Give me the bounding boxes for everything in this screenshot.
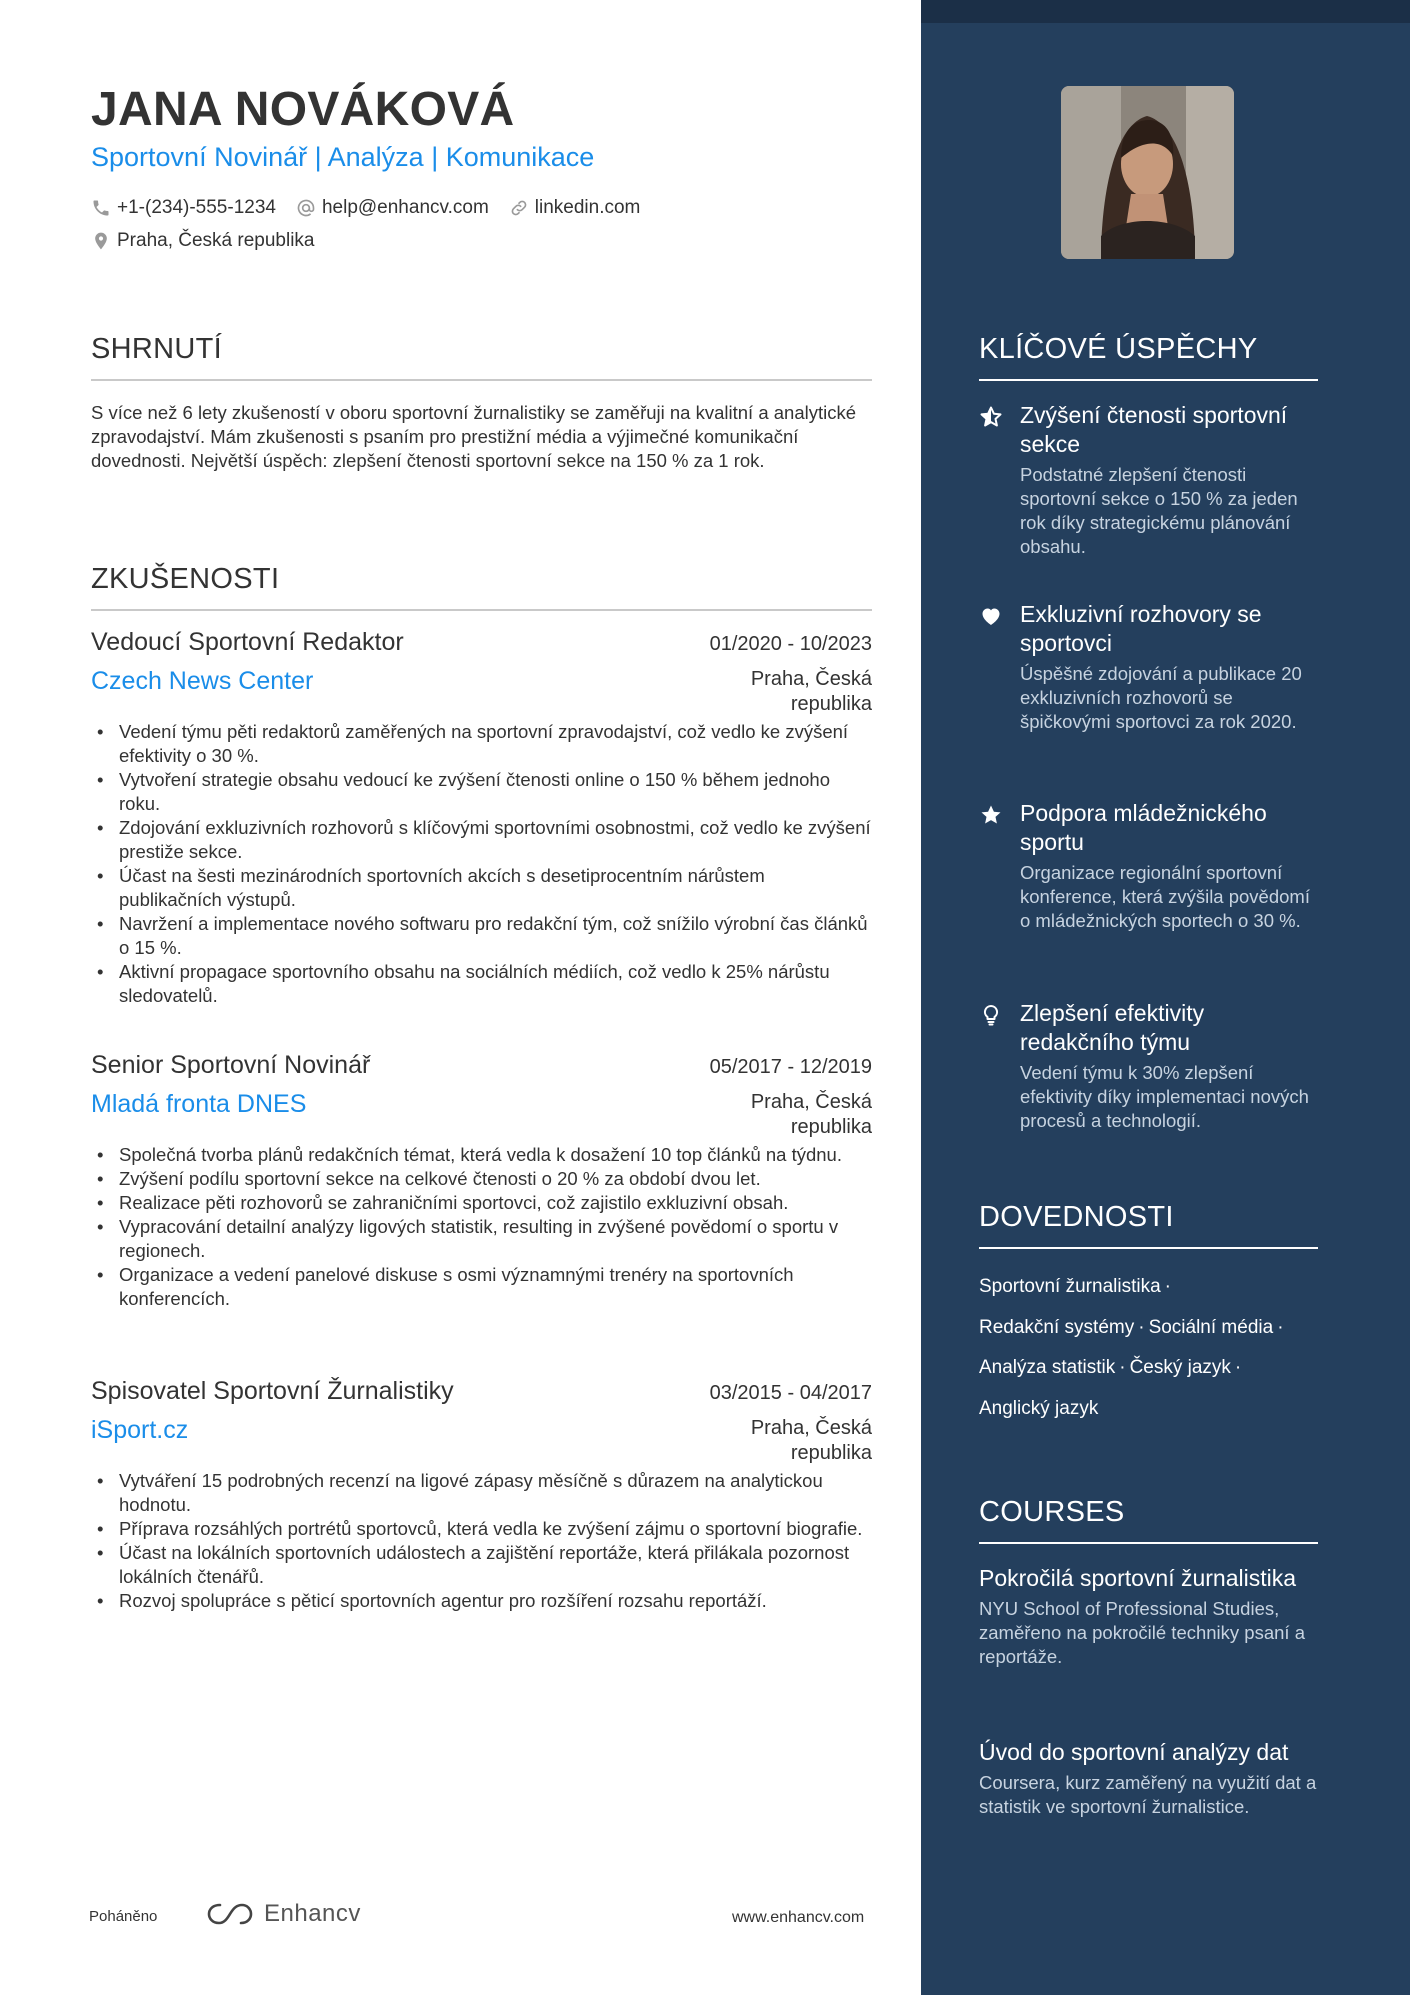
skill-tag: Sportovní žurnalistika [979, 1276, 1161, 1297]
course-item [979, 1738, 1319, 1819]
achievement-desc: Úspěšné zdojování a publikace 20 exkluzivních rozhovorů se špičkovými sportovci za rok 2020. [1020, 663, 1302, 732]
job-bullets [91, 720, 872, 1008]
skills-divider [979, 1247, 1318, 1249]
achievement-title: Podpora mládežnického sportu [1020, 800, 1267, 855]
sidebar [921, 0, 1410, 1995]
experience-title: ZKUŠENOSTI [91, 563, 280, 595]
job-bullet: • Realizace pěti rozhovorů se zahraničními sportovci, což zajistilo exkluzivní obsah. [91, 1191, 872, 1215]
star-icon [979, 803, 1003, 827]
job-title: Senior Sportovní Novinář [91, 1051, 371, 1079]
enhancv-logo[interactable] [206, 1900, 361, 1928]
experience-divider [91, 609, 872, 611]
job-dates: 05/2017 - 12/2019 [709, 1056, 872, 1078]
achievements-divider [979, 379, 1318, 381]
job-location: Praha, Česká republika [750, 1417, 872, 1464]
email-text: help@enhancv.com [321, 197, 489, 218]
course-title: Pokročilá sportovní žurnalistika [979, 1565, 1297, 1591]
achievement-desc: Podstatné zlepšení čtenosti sportovní sekce o 150 % za jeden rok díky strategickému plánování obsahu. [1020, 464, 1298, 557]
job-bullet: • Zdojování exkluzivních rozhovorů s klíčovými sportovními osobnostmi, což vedlo ke zvýšení prestiže sekce. [91, 816, 872, 864]
skill-tag: Český jazyk [1129, 1357, 1231, 1378]
contact-linkedin[interactable] [509, 197, 641, 219]
job-location: Praha, Česká republika [750, 668, 872, 715]
job-dates: 01/2020 - 10/2023 [709, 633, 872, 655]
job-title: Vedoucí Sportovní Redaktor [91, 628, 404, 656]
profile-photo-image [1061, 86, 1234, 259]
job-entry [91, 1377, 872, 1613]
job-entry [91, 1051, 872, 1311]
contact-email[interactable] [296, 197, 489, 219]
enhancv-logo-text: Enhancv [264, 1900, 361, 1927]
location-pin-icon [91, 231, 111, 251]
job-company[interactable]: iSport.cz [91, 1416, 189, 1444]
at-icon [296, 198, 316, 218]
achievement-desc: Organizace regionální sportovní konference, která zvýšila povědomí o mládežnických sportech o 30 %. [1020, 862, 1310, 931]
job-entry [91, 628, 872, 1008]
job-bullet: • Účast na lokálních sportovních událostech a zajištění reportáže, která přilákala pozornost lokálních čtenářů. [91, 1541, 872, 1589]
profile-photo [1061, 86, 1234, 259]
job-bullet: • Vytvoření strategie obsahu vedoucí ke zvýšení čtenosti online o 150 % během jednoho roku. [91, 768, 872, 816]
job-bullet: • Vypracování detailní analýzy ligových statistik, resulting in zvýšené povědomí o sportu v regionech. [91, 1215, 872, 1263]
job-bullet: • Příprava rozsáhlých portrétů sportovců, která vedla ke zvýšení zájmu o sportovní biografie. [91, 1517, 872, 1541]
skills-title: DOVEDNOSTI [979, 1201, 1174, 1233]
job-bullet: • Vedení týmu pěti redaktorů zaměřených na sportovní zpravodajství, což vedlo ke zvýšení efektivity o 30 %. [91, 720, 872, 768]
skill-tag: Analýza statistik [979, 1357, 1116, 1378]
phone-text: +1-(234)-555-1234 [117, 197, 276, 218]
job-bullet: • Organizace a vedení panelové diskuse s osmi významnými trenéry na sportovních konferencích. [91, 1263, 872, 1311]
skill-tag: Sociální média [1148, 1316, 1274, 1338]
course-desc: Coursera, kurz zaměřený na využití dat a statistik ve sportovní žurnalistice. [979, 1772, 1317, 1817]
skill-tag: Anglický jazyk [979, 1397, 1099, 1419]
summary-divider [91, 379, 872, 381]
achievement-item [979, 401, 1319, 559]
candidate-headline: Sportovní Novinář | Analýza | Komunikace [91, 142, 595, 172]
job-location: Praha, Česká republika [750, 1091, 872, 1138]
job-title: Spisovatel Sportovní Žurnalistiky [91, 1377, 454, 1405]
summary-title: SHRNUTÍ [91, 333, 222, 365]
enhancv-logo-icon [206, 1901, 254, 1927]
footer-powered: Poháněno [89, 1908, 158, 1925]
job-bullet: • Vytváření 15 podrobných recenzí na ligové zápasy měsíčně s důrazem na analytickou hodnotu. [91, 1469, 872, 1517]
achievement-item [979, 600, 1319, 734]
phone-icon [91, 198, 111, 218]
footer-url[interactable]: www.enhancv.com [732, 1909, 865, 1926]
location-text: Praha, Česká republika [117, 230, 315, 251]
achievement-title: Exkluzivní rozhovory se sportovci [1020, 601, 1262, 656]
job-bullet: • Aktivní propagace sportovního obsahu na sociálních médiích, což vedlo k 25% nárůstu sledovatelů. [91, 960, 872, 1008]
job-bullet: • Rozvoj spolupráce s pěticí sportovních agentur pro rozšíření rozsahu reportáží. [91, 1589, 872, 1613]
contact-phone[interactable] [91, 197, 276, 219]
job-bullet: • Účast na šesti mezinárodních sportovních akcích s desetiprocentním nárůstem publikačních výstupů. [91, 864, 872, 912]
achievement-title: Zlepšení efektivity redakčního týmu [1020, 1000, 1205, 1055]
lightbulb-icon [979, 1003, 1003, 1027]
candidate-name: JANA NOVÁKOVÁ [91, 83, 515, 136]
achievements-title: KLÍČOVÉ ÚSPĚCHY [979, 333, 1258, 365]
contact-row-2 [91, 230, 335, 252]
job-company[interactable]: Czech News Center [91, 667, 314, 695]
achievement-item [979, 999, 1319, 1133]
job-bullet: • Navržení a implementace nového softwaru pro redakční tým, což snížilo výrobní čas článků o 15 %. [91, 912, 872, 960]
achievement-title: Zvýšení čtenosti sportovní sekce [1020, 402, 1288, 457]
contact-row-1 [91, 197, 660, 219]
skill-tag: Redakční systémy [979, 1316, 1135, 1338]
achievement-item [979, 799, 1319, 933]
course-item [979, 1564, 1319, 1669]
contact-location [91, 230, 315, 252]
course-title: Úvod do sportovní analýzy dat [979, 1739, 1289, 1765]
courses-divider [979, 1542, 1318, 1544]
course-desc: NYU School of Professional Studies, zaměřeno na pokročilé techniky psaní a reportáže. [979, 1598, 1305, 1667]
heart-icon [979, 604, 1003, 628]
job-bullet: • Zvýšení podílu sportovní sekce na celkové čtenosti o 20 % za období dvou let. [91, 1167, 872, 1191]
skills-list: Sportovní žurnalistika · Redakční systémy · Sociální média · Analýza statistik · Český jazyk · Anglický jazyk [979, 1276, 1284, 1419]
job-company[interactable]: Mladá fronta DNES [91, 1090, 307, 1118]
job-bullets [91, 1143, 872, 1311]
job-dates: 03/2015 - 04/2017 [709, 1382, 872, 1404]
star-half-icon [979, 405, 1003, 429]
job-bullets [91, 1469, 872, 1613]
linkedin-text: linkedin.com [534, 197, 641, 218]
job-bullet: • Společná tvorba plánů redakčních témat, která vedla k dosažení 10 top článků na týdnu. [91, 1143, 872, 1167]
summary-text: S více než 6 lety zkušeností v oboru sportovní žurnalistiky se zaměřuji na kvalitní a analytické zpravodajství. Mám zkušenosti s psaním pro prestižní média a výjimečné komunikační dovednosti. Největší úspěch: zlepšení čtenosti sportovní sekce na 150 % za 1 rok. [91, 402, 857, 471]
courses-title: COURSES [979, 1496, 1125, 1528]
achievement-desc: Vedení týmu k 30% zlepšení efektivity díky implementaci nových procesů a technologií. [1020, 1062, 1309, 1131]
sidebar-top-bar [921, 0, 1410, 23]
link-icon [509, 198, 529, 218]
